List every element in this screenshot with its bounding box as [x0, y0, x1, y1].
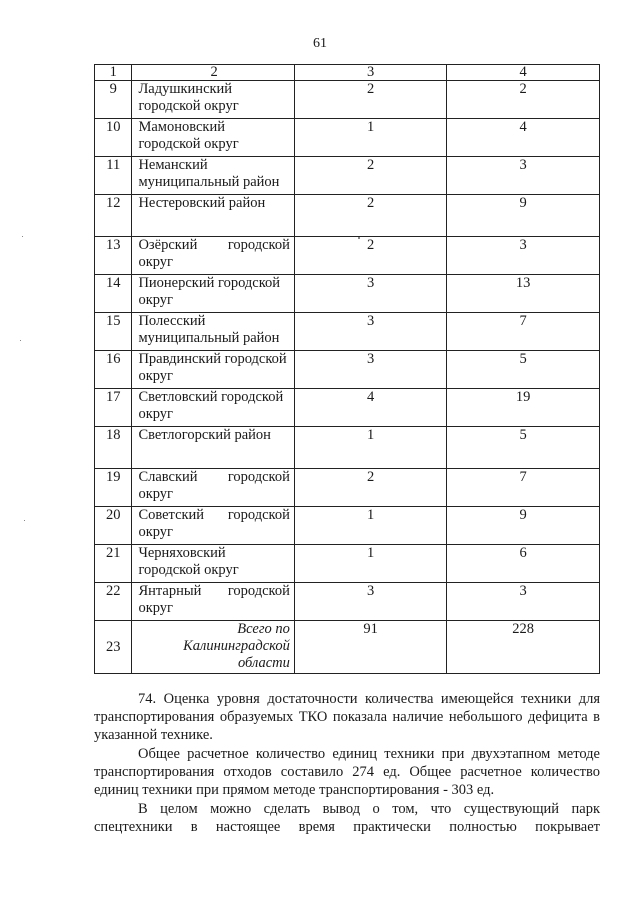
row-number: 10	[95, 119, 132, 157]
table-row	[95, 81, 600, 119]
col3-value: 1	[294, 507, 446, 545]
vehicle-count-table	[94, 64, 600, 674]
table-row	[95, 237, 600, 275]
col4-value: 7	[447, 313, 600, 351]
district-name: Советский городской округ	[132, 507, 294, 545]
col3-value: 1	[294, 545, 446, 583]
col4-value: 9	[447, 195, 600, 237]
col3-value: 2	[294, 157, 446, 195]
district-name: Неманский муниципальный район	[132, 157, 294, 195]
col4-value: 19	[447, 389, 600, 427]
table-row	[95, 119, 600, 157]
col3-value: 1	[294, 119, 446, 157]
row-number: 22	[95, 583, 132, 621]
district-name: Славский городской округ	[132, 469, 294, 507]
header-cell-2: 2	[132, 65, 294, 81]
col4-value: 4	[447, 119, 600, 157]
table-row	[95, 351, 600, 389]
col4-value: 2	[447, 81, 600, 119]
col3-value: 3	[294, 583, 446, 621]
district-name: Черняховский городской округ	[132, 545, 294, 583]
table-row	[95, 583, 600, 621]
header-cell-3: 3	[294, 65, 446, 81]
scan-speck	[20, 340, 21, 341]
row-number: 16	[95, 351, 132, 389]
table-total-row	[95, 621, 600, 674]
row-number: 14	[95, 275, 132, 313]
district-name: Мамоновский городской округ	[132, 119, 294, 157]
row-number: 19	[95, 469, 132, 507]
row-number: 9	[95, 81, 132, 119]
col3-value: 1	[294, 427, 446, 469]
scan-speck	[24, 520, 25, 521]
col4-value: 13	[447, 275, 600, 313]
total-col4-value: 228	[447, 621, 600, 674]
body-text	[94, 690, 600, 837]
col4-value: 5	[447, 427, 600, 469]
table-row	[95, 275, 600, 313]
page-number: 61	[313, 36, 327, 51]
table-row	[95, 469, 600, 507]
col3-value: 3	[294, 313, 446, 351]
district-name: Озёрский городской округ	[132, 237, 294, 275]
paragraph-74: 74. Оценка уровня достаточности количества имеющейся техники для транспортирования образуемых ТКО показала наличие небольшого дефицита в указанной технике.	[94, 691, 600, 743]
district-name: Пионерский городской округ	[132, 275, 294, 313]
district-name: Ладушкинский городской округ	[132, 81, 294, 119]
district-name: Правдинский городской округ	[132, 351, 294, 389]
paragraph-conclusion: В целом можно сделать вывод о том, что существующий парк спецтехники в настоящее время практически полностью покрывает	[94, 801, 600, 835]
col4-value: 7	[447, 469, 600, 507]
col4-value: 6	[447, 545, 600, 583]
col3-value: 2	[294, 237, 446, 275]
row-number: 20	[95, 507, 132, 545]
col4-value: 3	[447, 157, 600, 195]
col3-value: 3	[294, 351, 446, 389]
scan-speck	[22, 236, 23, 237]
row-number: 12	[95, 195, 132, 237]
table-row	[95, 157, 600, 195]
table-row	[95, 507, 600, 545]
district-name: Светловский городской округ	[132, 389, 294, 427]
col3-value: 2	[294, 81, 446, 119]
col4-value: 5	[447, 351, 600, 389]
total-row-number: 23	[95, 621, 132, 674]
col4-value: 9	[447, 507, 600, 545]
col4-value: 3	[447, 583, 600, 621]
col3-value: 2	[294, 469, 446, 507]
col3-value: 4	[294, 389, 446, 427]
row-number: 17	[95, 389, 132, 427]
table-row	[95, 389, 600, 427]
header-cell-1: 1	[95, 65, 132, 81]
table-row	[95, 427, 600, 469]
col3-value: 3	[294, 275, 446, 313]
total-col3-value: 91	[294, 621, 446, 674]
col3-value: 2	[294, 195, 446, 237]
table-row	[95, 195, 600, 237]
district-name: Полесский муниципальный район	[132, 313, 294, 351]
row-number: 18	[95, 427, 132, 469]
district-name: Янтарный городской округ	[132, 583, 294, 621]
header-cell-4: 4	[447, 65, 600, 81]
table-row	[95, 545, 600, 583]
row-number: 13	[95, 237, 132, 275]
scan-speck	[358, 237, 360, 239]
paragraph-vehicle-count: Общее расчетное количество единиц техники при двухэтапном методе транспортирования отходов составило 274 ед. Общее расчетное количество единиц техники при прямом методе транспортирования - 303 ед.	[94, 746, 600, 798]
table-row	[95, 313, 600, 351]
table-header-row	[95, 65, 600, 81]
col4-value: 3	[447, 237, 600, 275]
row-number: 15	[95, 313, 132, 351]
row-number: 11	[95, 157, 132, 195]
district-name: Нестеровский район	[132, 195, 294, 237]
row-number: 21	[95, 545, 132, 583]
district-name: Светлогорский район	[132, 427, 294, 469]
total-label: Всего по Калининградской области	[132, 621, 294, 674]
